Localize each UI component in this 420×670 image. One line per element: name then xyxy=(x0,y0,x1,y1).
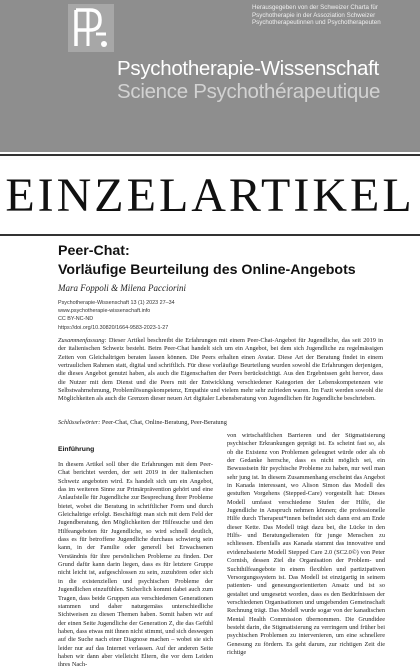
journal-name-french: Science Psychothérapeutique xyxy=(117,80,381,103)
article-type-banner xyxy=(0,152,420,240)
citation: Psychotherapie-Wissenschaft 13 (1) 2023 27–34 xyxy=(58,300,175,306)
article-title-line1: Peer-Chat: xyxy=(58,243,130,259)
publisher-note: Herausgegeben von der Schweizer Charta für Psychotherapie in der Assoziation Schweizer Psychotherapeutinnen und Psychotherapeuten xyxy=(252,4,381,27)
keywords xyxy=(58,419,383,427)
abstract-text: Dieser Artikel beschreibt die Erfahrungen mit einem Peer-Chat-Angebot für Jugendliche, das seit 2019 in der italienischen Schweiz besteht. Beim Peer-Chat handelt sich um ein Angebot, bei dem sich Jugendliche zu regelmässigen Zeiten von Gleichaltrigen beraten lassen können. Die Peers erhalten einen Avatar. Diese Art der Beratung findet in einem vertraulichen Rahmen statt, digital und schriftlich. Für diese vorläufige Beurteilung wurden sowohl die Erfahrungen derjenigen, die dieses Angebot genutzt haben, als auch die Eigenschaften der Peers berücksichtigt. Aus den Ergebnissen geht hervor, dass die Nutzer mit dem Dienst und die Peers mit der Entwicklung verschiedener Kategorien der Lebenskompetenzen wie Selbstwahrnehmung, Problemlösungskompetenz, Empathie und vielem mehr sehr zufrieden waren. Im Fazit werden sowohl die Möglichkeiten als auch die Grenzen dieser neuen Art digitaler Lebensberatung von Jugendlichen für Jugendliche beschrieben. xyxy=(58,337,383,403)
banner-rule-top xyxy=(0,154,420,156)
banner-title: EINZELARTIKEL xyxy=(5,169,415,222)
license: CC BY-NC-ND xyxy=(58,316,94,323)
journal-url[interactable]: www.psychotherapie-wissenschaft.info xyxy=(58,308,151,315)
abstract-label: Zusammenfassung: xyxy=(58,337,107,344)
keywords-label: Schlüsselwörter: xyxy=(58,419,101,426)
section-title: Einführung xyxy=(58,446,95,453)
article-title-line2: Vorläufige Beurteilung des Online-Angebots xyxy=(58,262,356,278)
banner-rule-bottom xyxy=(0,234,420,236)
journal-name-german: Psychotherapie-Wissenschaft xyxy=(117,57,379,80)
abstract xyxy=(58,337,383,404)
body-column-right: von wirtschaftlichen Barrieren und der Stigmatisierung psychischer Erkrankungen geprägt ist. Es scheint fast so, als ob die Existenz von Problemen geleugnet würde oder als ob der Gedanke herrsche, dass es nicht möglich sei, ein Bewusstsein für psychische Probleme zu haben, nur weil man sehr jung ist. In diesem Zusammenhang erscheint das Angebot in Kanada interessant, wo Alison Simon das Modell des gestuften Vorgehens (Stepped-Care) vorgestellt hat: Dieses Modell umfasst verschiedene Stufen der Hilfe, die Jugendliche in Anspruch nehmen können; die professionelle Hilfe durch Therapeut*innen befindet sich dann erst am Ende dieser Kette. Das Modell trägt dazu bei, die Lücke in den Hilfs- und Beratungsdiensten für junge Menschen zu schliessen. Ebenfalls aus Kanada stammt das innovative und evidenzbasierte Modell Stepped Care 2.0 (SC2.0©) von Peter Cornish, dessen Ziel die Organisation der Problem- und Suchthilfeangebote in einem flexiblen und partizipativen Versorgungssystem ist. Das Modell ist einzigartig in seinem patienten- und genesungsorientierten Ansatz und ist so gestaltet und umgesetzt worden, dass es den Bedürfnissen der verschiedenen Organisationen und umgebenden Gemeinschaft Rechnung trägt. Das Modell wurde sogar von der kanadischen Mental Health Commission übernommen. Die Grundidee besteht darin, die Stigmatisierung zu verringern und früher bei psychischen Problemen zu intervenieren, um eine schnellere Genesung zu fördern. Es geht darum, zur richtigen Zeit die richtige xyxy=(227,432,385,656)
article-title xyxy=(58,242,398,280)
doi-link[interactable]: https://doi.org/10.30820/1664-9583-2023-1-27 xyxy=(58,324,169,331)
article-authors: Mara Foppoli & Milena Pacciorini xyxy=(58,283,186,293)
body-column-left: In diesem Artikel soll über die Erfahrungen mit dem Peer-Chat berichtet werden, der seit 2019 in der italienischen Schweiz angeboten wird. Es handelt sich um ein Angebot, das im weiteren Sinne zur Primärprävention gehört und eine Anlaufstelle für Jugendliche zur Besprechung ihrer Probleme bietet, wobei die Beratung in schriftlicher Form und durch Gleichaltrige erfolgt. Beschäftigt man sich mit dem Feld der Jugendberatung, den Möglichkeiten der Hilfesuche und den Hilfeangeboten für Jugendliche, so wird schnell deutlich, dass es für betroffene Jugendliche durchaus schwierig sein kann, in der Familie oder generell bei Erwachsenen Verständnis für ihre persönlichen Probleme zu finden. Der Grund dafür kann darin liegen, dass es für letztere Gruppe nicht leicht ist, aufgeschlossen zu sein, zuzuhören oder sich in die existenziellen und psychischen Probleme der Jugendlichen einzufühlen. Sicherlich kommt dabei auch zum Tragen, dass beide Gruppen aus verschiedenen Generationen stammen und daher naturgemäss unterschiedliche Sichtweisen zu diesen Themen haben. Somit haben wir auf der einen Seite Jugendliche der Generation Z, die das Gefühl haben, dass etwas mit ihnen nicht stimmt, und sich deswegen auf die Suche nach einer Diagnose machen – wobei sie sich leider nur auf das Internet verlassen. Auf der anderen Seite haben wir dann aber vielleicht Eltern, die vor dem Leiden ihres Nach- xyxy=(58,461,213,669)
keywords-text: Peer-Chat, Chat, Online-Beratung, Peer-Beratung xyxy=(100,419,227,426)
journal-logo xyxy=(68,4,114,52)
journal-logo-icon xyxy=(68,4,114,52)
journal-header xyxy=(0,0,420,152)
article-meta xyxy=(58,299,175,332)
